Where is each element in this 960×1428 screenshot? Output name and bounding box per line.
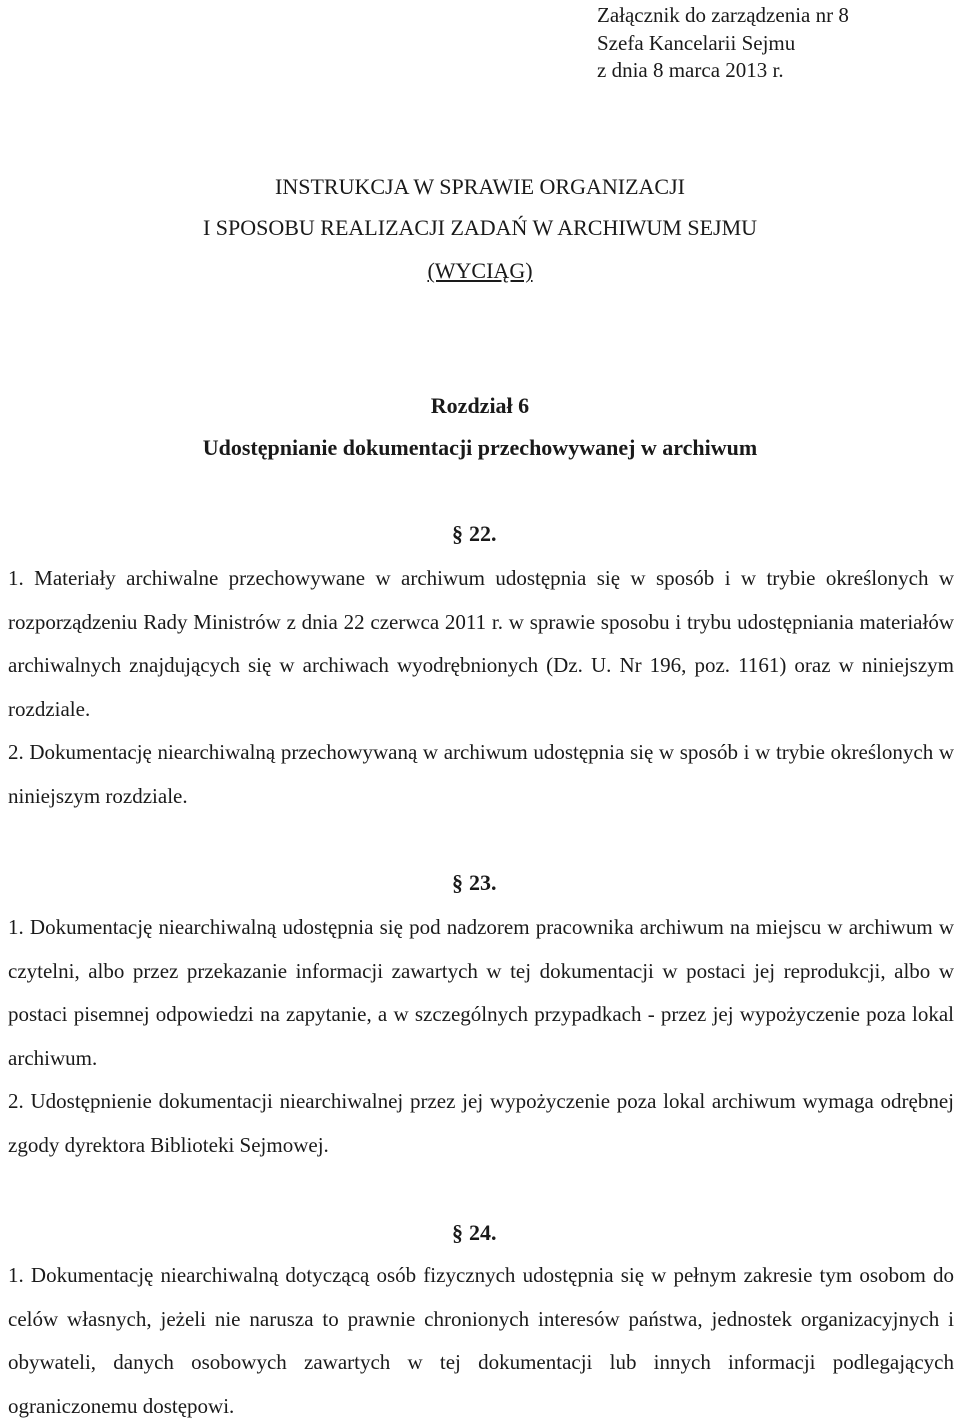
document-title-line-1: INSTRUKCJA W SPRAWIE ORGANIZACJI: [275, 174, 685, 199]
paragraph-number: 2.: [8, 1089, 24, 1113]
paragraph-number: 1.: [8, 566, 24, 590]
paragraph-number: 1.: [8, 915, 24, 939]
annex-header: [597, 2, 937, 85]
section-number: 23.: [469, 870, 497, 895]
section-heading-22: [452, 521, 497, 547]
paragraph-text: Dokumentację niearchiwalną dotyczącą osób fizycznych udostępnia się w pełnym zakresie tym osobom do celów własnych, jeżeli nie narusza to prawnie chronionych interesów państwa, jednostek organizacyjnych i obywateli, danych osobowych zawartych w tej dokumentacji lub innych informacji podlegających ograniczonemu dostępowi.: [8, 1263, 955, 1418]
paragraph-text: Materiały archiwalne przechowywane w archiwum udostępnia się w sposób i w trybie określonych w rozporządzeniu Rady Ministrów z dnia 22 czerwca 2011 r. w sprawie sposobu i trybu udostępniania materiałów archiwalnych znajdujących się w archiwach wyodrębnionych (Dz. U. Nr 196, poz. 1161) oraz w niniejszym rozdziale.: [8, 566, 955, 721]
section-number: 24.: [469, 1220, 497, 1245]
paragraph-23-2: [8, 1080, 954, 1167]
section-symbol: §: [452, 870, 463, 895]
paragraph-number: 1.: [8, 1263, 24, 1287]
annex-line-2: Szefa Kancelarii Sejmu: [597, 30, 796, 55]
paragraph-23-1: [8, 906, 954, 1080]
annex-line-1: Załącznik do zarządzenia nr 8: [597, 3, 849, 27]
paragraph-22-2: [8, 731, 954, 818]
section-heading-24: [452, 1220, 497, 1246]
document-title-line-2: I SPOSOBU REALIZACJI ZADAŃ W ARCHIWUM SEJMU: [202, 215, 758, 240]
section-symbol: §: [452, 521, 463, 546]
section-number: 22.: [469, 521, 497, 546]
paragraph-text: Dokumentację niearchiwalną przechowywaną w archiwum udostępnia się w sposób i w trybie określonych w niniejszym rozdziale.: [8, 740, 954, 808]
section-symbol: §: [452, 1220, 463, 1245]
paragraph-text: Dokumentację niearchiwalną udostępnia się pod nadzorem pracownika archiwum na miejscu w archiwum w czytelni, albo przez przekazanie informacji zawartych w tej dokumentacji w postaci jej reprodukcji, albo w postaci pisemnej odpowiedzi na zapytanie, a w szczególnych przypadkach - przez jej wypożyczenie poza lokal archiwum.: [8, 915, 955, 1070]
chapter-title: Udostępnianie dokumentacji przechowywanej w archiwum: [202, 435, 758, 460]
section-heading-23: [452, 870, 497, 896]
paragraph-number: 2.: [8, 740, 24, 764]
chapter-number: Rozdział 6: [430, 393, 530, 418]
paragraph-22-1: [8, 557, 954, 731]
document-title-excerpt: (WYCIĄG): [427, 258, 533, 283]
paragraph-text: Udostępnienie dokumentacji niearchiwalnej przez jej wypożyczenie poza lokal archiwum wymaga odrębnej zgody dyrektora Biblioteki Sejmowej.: [8, 1089, 955, 1157]
paragraph-24-1: [8, 1254, 954, 1428]
annex-line-3: z dnia 8 marca 2013 r.: [597, 58, 784, 82]
